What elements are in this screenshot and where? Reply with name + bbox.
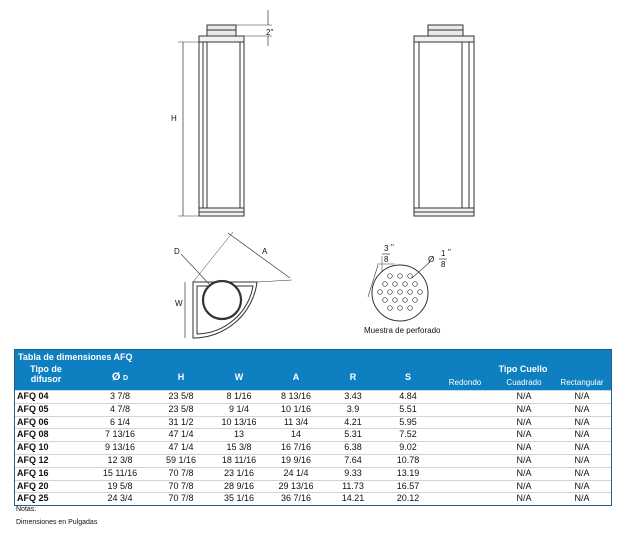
cell-rect: N/A	[574, 442, 590, 453]
top-view-drawing	[181, 232, 292, 338]
cell-rect: N/A	[574, 391, 590, 401]
cell-square: N/A	[516, 480, 532, 491]
cell-a: 36 7/16	[280, 493, 312, 504]
cell-square: N/A	[516, 442, 532, 453]
hole-pitch-unit: "	[391, 243, 394, 252]
header-s: S	[404, 372, 411, 382]
cell-d: 9 13/16	[104, 442, 136, 453]
table-row	[15, 441, 611, 454]
table-row	[15, 416, 611, 429]
table-row	[15, 390, 611, 403]
table-row	[15, 454, 611, 467]
hole-dia-denominator: 8	[441, 260, 446, 269]
cell-h: 47 1/4	[168, 429, 194, 440]
cell-a: 10 1/16	[280, 403, 312, 414]
cell-r: 4.21	[344, 416, 362, 427]
cell-square: N/A	[516, 403, 532, 414]
cell-model: AFQ 05	[17, 403, 49, 414]
cell-r: 6.38	[344, 442, 362, 453]
cell-w: 9 1/4	[228, 403, 250, 414]
cell-rect: N/A	[574, 493, 590, 504]
table-header	[15, 350, 611, 390]
cell-d: 4 7/8	[109, 403, 131, 414]
dim-a-label: A	[262, 247, 268, 256]
cell-h: 70 7/8	[168, 493, 194, 504]
cell-s: 7.52	[399, 429, 417, 440]
header-model: Tipo de difusor	[30, 364, 62, 384]
cell-s: 5.95	[399, 416, 417, 427]
cell-w: 35 1/16	[223, 493, 255, 504]
dim-w-label: W	[175, 299, 183, 308]
cell-square: N/A	[516, 493, 532, 504]
cell-d: 7 13/16	[104, 429, 136, 440]
cell-model: AFQ 06	[17, 416, 49, 427]
cell-w: 13	[233, 429, 244, 440]
cell-square: N/A	[516, 391, 532, 401]
header-h: H	[177, 372, 185, 382]
front-view-drawing	[178, 10, 272, 216]
cell-model: AFQ 04	[17, 391, 49, 401]
header-d: Ø D	[111, 371, 129, 383]
table-row	[15, 480, 611, 493]
header-round: Redondo	[448, 378, 482, 387]
cell-rect: N/A	[574, 403, 590, 414]
perforation-caption: Muestra de perforado	[364, 326, 441, 335]
cell-w: 28 9/16	[223, 480, 255, 491]
cell-a: 29 13/16	[278, 480, 314, 491]
cell-square: N/A	[516, 416, 532, 427]
cell-s: 10.78	[396, 454, 420, 465]
cell-h: 70 7/8	[168, 480, 194, 491]
hole-dia-numerator: 1	[441, 249, 446, 258]
cell-d: 3 7/8	[109, 391, 131, 401]
dim-d-label: D	[174, 247, 180, 256]
cell-rect: N/A	[574, 467, 590, 478]
cell-w: 8 1/16	[226, 391, 252, 401]
dim-h-label: H	[171, 114, 177, 123]
cell-h: 59 1/16	[165, 454, 197, 465]
hole-dia-unit: "	[448, 248, 451, 257]
cell-rect: N/A	[574, 454, 590, 465]
cell-rect: N/A	[574, 416, 590, 427]
cell-w: 15 3/8	[226, 442, 252, 453]
cell-model: AFQ 08	[17, 429, 49, 440]
header-w: W	[234, 372, 244, 382]
cell-h: 31 1/2	[168, 416, 194, 427]
cell-model: AFQ 20	[17, 480, 49, 491]
header-square: Cuadrado	[506, 378, 542, 387]
dim-neck-label: 2"	[266, 28, 274, 37]
cell-model: AFQ 10	[17, 442, 49, 453]
cell-square: N/A	[516, 429, 532, 440]
perforation-sample-drawing	[368, 256, 430, 321]
notes-label: Notas:	[16, 506, 37, 513]
cell-a: 24 1/4	[283, 467, 309, 478]
cell-model: AFQ 12	[17, 454, 49, 465]
cell-a: 11 3/4	[283, 416, 309, 427]
cell-h: 70 7/8	[168, 467, 194, 478]
cell-a: 19 9/16	[280, 454, 312, 465]
notes-units: Dimensiones en Pulgadas	[16, 519, 98, 526]
cell-s: 20.12	[396, 493, 420, 504]
table-row	[15, 467, 611, 480]
cell-a: 8 13/16	[280, 391, 312, 401]
cell-rect: N/A	[574, 429, 590, 440]
cell-r: 11.73	[342, 480, 364, 491]
header-rect: Rectangular	[560, 378, 604, 387]
table-row	[15, 492, 611, 505]
cell-d: 15 11/16	[102, 467, 138, 478]
cell-h: 47 1/4	[168, 442, 194, 453]
cell-d: 12 3/8	[107, 454, 133, 465]
cell-s: 13.19	[396, 467, 420, 478]
cell-w: 23 1/16	[223, 467, 255, 478]
header-neck-group: Tipo Cuello	[498, 364, 548, 374]
cell-model: AFQ 16	[17, 467, 49, 478]
cell-h: 23 5/8	[168, 403, 194, 414]
cell-r: 3.43	[344, 391, 362, 401]
cell-r: 5.31	[344, 429, 362, 440]
side-view-drawing	[414, 25, 474, 216]
dimension-table	[14, 349, 612, 506]
cell-r: 7.64	[344, 454, 362, 465]
cell-square: N/A	[516, 454, 532, 465]
table-row	[15, 403, 611, 416]
cell-w: 18 11/16	[221, 454, 257, 465]
table-body	[15, 390, 611, 505]
cell-s: 16.57	[396, 480, 420, 491]
cell-rect: N/A	[574, 480, 590, 491]
cell-s: 9.02	[399, 442, 417, 453]
cell-r: 3.9	[346, 403, 360, 414]
cell-a: 16 7/16	[280, 442, 312, 453]
cell-s: 4.84	[399, 391, 417, 401]
cell-w: 10 13/16	[221, 416, 257, 427]
diameter-symbol: Ø	[111, 371, 121, 383]
header-a: A	[292, 372, 300, 382]
hole-pitch-denominator: 8	[384, 255, 389, 264]
cell-d: 24 3/4	[107, 493, 133, 504]
cell-r: 9.33	[344, 467, 362, 478]
hole-pitch-numerator: 3	[384, 244, 389, 253]
cell-a: 14	[290, 429, 301, 440]
header-r: R	[349, 372, 357, 382]
table-title: Tabla de dimensiones AFQ	[18, 352, 133, 362]
table-row	[15, 428, 611, 441]
cell-square: N/A	[516, 467, 532, 478]
cell-d: 19 5/8	[107, 480, 133, 491]
cell-model: AFQ 25	[17, 493, 49, 504]
hole-dia-prefix: Ø	[428, 255, 435, 264]
cell-h: 23 5/8	[168, 391, 194, 401]
cell-d: 6 1/4	[109, 416, 131, 427]
cell-s: 5.51	[399, 403, 417, 414]
cell-r: 14.21	[341, 493, 365, 504]
